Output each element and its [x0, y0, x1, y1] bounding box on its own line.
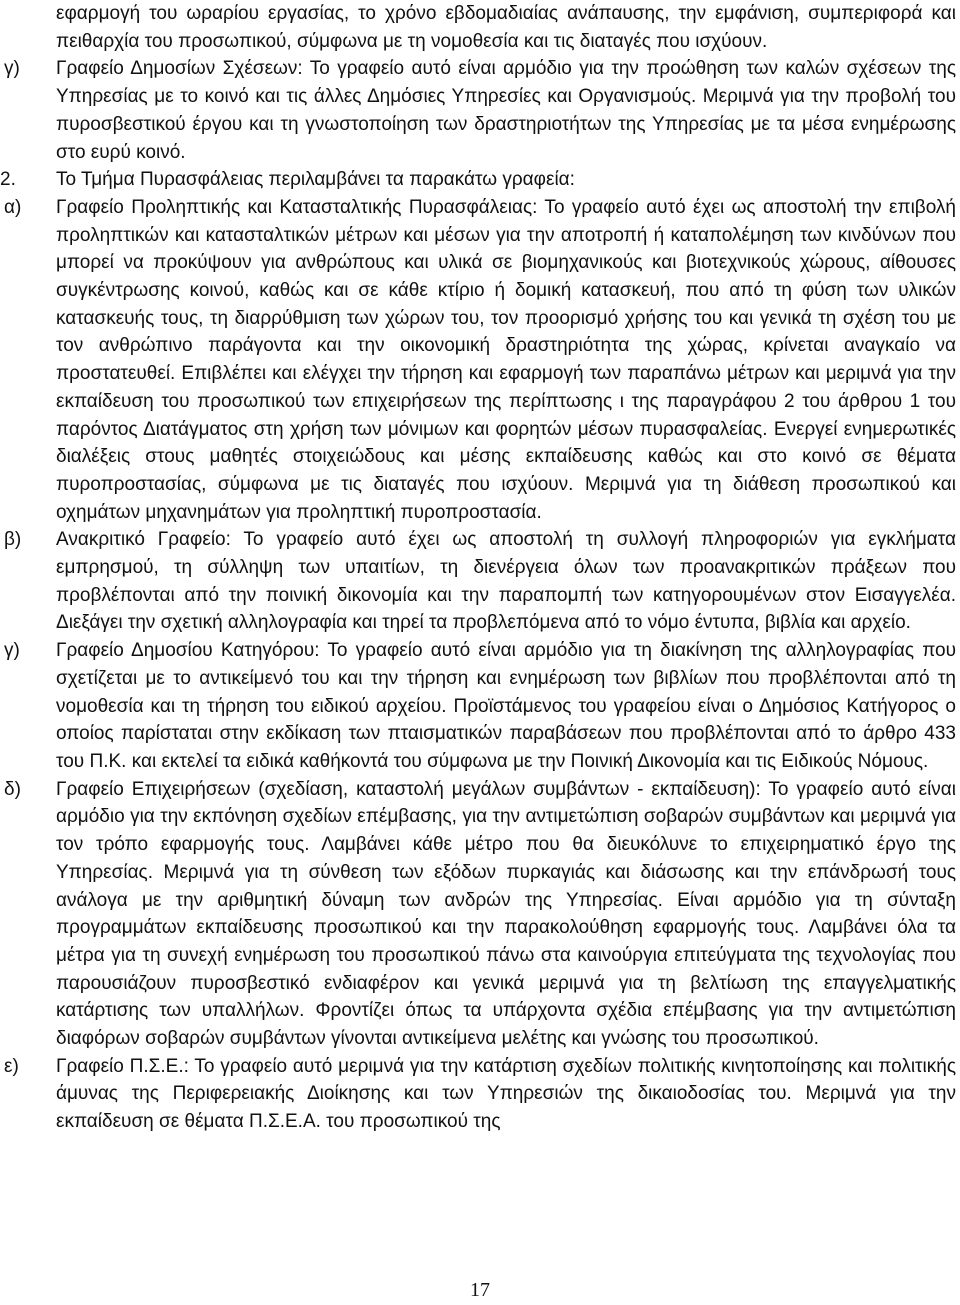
list-item-text: Γραφείο Δημοσίου Κατηγόρου: Το γραφείο αυτό είναι αρμόδιο για τη διακίνηση της αλληλογραφίας που σχετίζεται με το αντικείμενό του και την τήρηση και ενημέρωση των βιβλίων που προβλέπονται από τη νομοθεσία και τη τήρηση του ειδικού αρχείου. Προϊστάμενος του γραφείου είναι ο Δημόσιος Κατήγορος ο οποίος παρίσταται στην εκδίκαση των πταισματικών παραβάσεων που προβλέπονται από το άρθρο 433 του Π.Κ. και εκτελεί τα ειδικά καθήκοντά του σύμφωνα με την Ποινική Δικονομία και τις Ειδικούς Νόμους. — [56, 640, 956, 772]
list-item: ε) Γραφείο Π.Σ.Ε.: Το γραφείο αυτό μεριμνά για την κατάρτιση σχεδίων πολιτικής κινητοποίησης και πολιτικής άμυνας της Περιφερειακής Διοίκησης και των Υπηρεσιών της δικαιοδοσίας του. Μεριμνά για την εκπαίδευση σε θέματα Π.Σ.Ε.Α. του προσωπικού της — [56, 1053, 956, 1136]
list-item-text: Γραφείο Επιχειρήσεων (σχεδίαση, καταστολή μεγάλων συμβάντων - εκπαίδευση): Το γραφείο αυτό είναι αρμόδιο για την εκπόνηση σχεδίων επέμβασης, για την αντιμετώπιση σοβαρών συμβάντων και μεριμνά για τον τρόπο εφαρμογής τους. Λαμβάνει κάθε μέτρο που θα διευκόλυνε το επιχειρηματικό έργο της Υπηρεσίας. Μεριμνά για τη σύνθεση των εξόδων πυρκαγιάς και διάσωσης και την επάνδρωσή τους ανάλογα με την αριθμητική δύναμη των ανδρών της Υπηρεσίας. Είναι αρμόδιο για τη σύνταξη προγραμμάτων εκπαίδευσης προσωπικού και την παρακολούθηση εφαρμογής τους. Λαμβάνει όλα τα μέτρα για τη συνεχή ενημέρωση του προσωπικού πάνω στα καινούργια επιτεύγματα της τεχνολογίας που παρουσιάζουν πυροσβεστικό ενδιαφέρον και γενικά μεριμνά για τη βελτίωση της επαγγελματικής κατάρτισης των υπαλλήλων. Φροντίζει όπως τα υπάρχοντα σχέδια επέμβασης για την αντιμετώπιση διαφόρων σοβαρών συμβάντων γίνονται αντικείμενα μελέτης και γνώσης του προσωπικού. — [56, 778, 956, 1050]
list-item: γ) Γραφείο Δημοσίου Κατηγόρου: Το γραφείο αυτό είναι αρμόδιο για τη διακίνηση της αλληλογραφίας που σχετίζεται με το αντικείμενό του και την τήρηση και ενημέρωση των βιβλίων που προβλέπονται από τη νομοθεσία και τη τήρηση του ειδικού αρχείου. Προϊστάμενος του γραφείου είναι ο Δημόσιος Κατήγορος ο οποίος παρίσταται στην εκδίκαση των πταισματικών παραβάσεων που προβλέπονται από το άρθρο 433 του Π.Κ. και εκτελεί τα ειδικά καθήκοντά του σύμφωνα με την Ποινική Δικονομία και τις Ειδικούς Νόμους. — [56, 637, 956, 776]
section-heading-text: Το Τμήμα Πυρασφάλειας περιλαμβάνει τα παρακάτω γραφεία: — [56, 169, 575, 191]
list-item-text: Ανακριτικό Γραφείο: Το γραφείο αυτό έχει ως αποστολή τη συλλογή πληροφοριών για εγκλήματα εμπρησμού, τη σύλληψη των υπαιτίων, τη διενέργεια όλων των προανακριτικών πράξεων που προβλέπονται από την ποινική δικονομία και την παραπομπή των κατηγορουμένων στον Εισαγγελέα. Διεξάγει την σχετική αλληλογραφία και τηρεί τα προβλεπόμενα από το νόμο έντυπα, βιβλία και αρχείο. — [56, 529, 956, 634]
list-item-text: Γραφείο Προληπτικής και Κατασταλτικής Πυρασφάλειας: Το γραφείο αυτό έχει ως αποστολή την επιβολή προληπτικών και κατασταλτικών μέτρων και μέσων για την αποτροπή ή καταπολέμηση των κινδύνων που μπορεί να προκύψουν για ανθρώπους και υλικά σε βιομηχανικούς και βιοτεχνικούς χώρους, αίθουσες συγκέντρωσης κοινού, καθώς και σε κάθε κτίριο ή δομική κατασκευή, που από τη φύση των υλικών κατασκευής τους, τη διαρρύθμιση των χώρων του, τον προορισμό χρήσης του και γενικά τη σχέση του με τον ανθρώπινο παράγοντα και την οικονομική δραστηριότητα της χώρας, κρίνεται αναγκαίο να προστατευθεί. Επιβλέπει και ελέγχει την τήρηση και εφαρμογή των παραπάνω μέτρων και μεριμνά για την εκπαίδευση του προσωπικού των επιχειρήσεων της περίπτωσης ι της παραγράφου 2 του άρθρου 1 του παρόντος Διατάγματος στη χρήση των μόνιμων και φορητών μέσων πυρασφαλείας. Ενεργεί ενημερωτικές διαλέξεις στους μαθητές στοιχειώδους και μέσης εκπαίδευσης καθώς και στο κοινό σε θέματα πυροπροστασίας, σύμφωνα με τις διαταγές που ισχύουν. Μεριμνά για τη διάθεση προσωπικού και οχημάτων μηχανημάτων για προληπτική πυροπροστασία. — [56, 196, 956, 523]
section-heading — [0, 166, 956, 194]
list-item: β) Ανακριτικό Γραφείο: Το γραφείο αυτό έχει ως αποστολή τη συλλογή πληροφοριών για εγκλήματα εμπρησμού, τη σύλληψη των υπαιτίων, τη διενέργεια όλων των προανακριτικών πράξεων που προβλέπονται από την ποινική δικονομία και την παραπομπή των κατηγορουμένων στον Εισαγγελέα. Διεξάγει την σχετική αλληλογραφία και τηρεί τα προβλεπόμενα από το νόμο έντυπα, βιβλία και αρχείο. — [56, 526, 956, 637]
intro-continuation: εφαρμογή του ωραρίου εργασίας, το χρόνο εβδομαδιαίας ανάπαυσης, την εμφάνιση, συμπεριφορά και πειθαρχία του προσωπικού, σύμφωνα με τη νομοθεσία και τις διαταγές που ισχύουν. — [56, 3, 956, 52]
list-item-text: Γραφείο Δημοσίων Σχέσεων: Το γραφείο αυτό είναι αρμόδιο για την προώθηση των καλών σχέσεων της Υπηρεσίας με το κοινό και τις άλλες Δημόσιες Υπηρεσίες και Οργανισμούς. Μεριμνά για την προβολή του πυροσβεστικού έργου και τη γνωστοποίηση των δραστηριοτήτων της Υπηρεσίας με τα μέσα ενημέρωσης στο ευρύ κοινό. — [56, 58, 956, 163]
list-item-public-relations: γ) Γραφείο Δημοσίων Σχέσεων: Το γραφείο αυτό είναι αρμόδιο για την προώθηση των καλών σχέσεων της Υπηρεσίας με το κοινό και τις άλλες Δημόσιες Υπηρεσίες και Οργανισμούς. Μεριμνά για την προβολή του πυροσβεστικού έργου και τη γνωστοποίηση των δραστηριοτήτων της Υπηρεσίας με τα μέσα ενημέρωσης στο ευρύ κοινό. — [56, 55, 956, 166]
list-item-text: Γραφείο Π.Σ.Ε.: Το γραφείο αυτό μεριμνά για την κατάρτιση σχεδίων πολιτικής κινητοποίησης και πολιτικής άμυνας της Περιφερειακής Διοίκησης και των Υπηρεσιών της δικαιοδοσίας του. Μεριμνά για την εκπαίδευση σε θέματα Π.Σ.Ε.Α. του προσωπικού της — [56, 1055, 956, 1133]
section-number: 2. — [0, 169, 16, 191]
page-number: 17 — [470, 1279, 490, 1301]
list-item: α) Γραφείο Προληπτικής και Κατασταλτικής Πυρασφάλειας: Το γραφείο αυτό έχει ως αποστολή την επιβολή προληπτικών και κατασταλτικών μέτρων και μέσων για την αποτροπή ή καταπολέμηση των κινδύνων που μπορεί να προκύψουν για ανθρώπους και υλικά σε βιομηχανικούς και βιοτεχνικούς χώρους, αίθουσες συγκέντρωσης κοινού, καθώς και σε κάθε κτίριο ή δομική κατασκευή, που από τη φύση των υλικών κατασκευής τους, τη διαρρύθμιση των χώρων του, τον προορισμό χρήσης του και γενικά τη σχέση του με τον ανθρώπινο παράγοντα και την οικονομική δραστηριότητα της χώρας, κρίνεται αναγκαίο να προστατευθεί. Επιβλέπει και ελέγχει την τήρηση και εφαρμογή των παραπάνω μέτρων και μεριμνά για την εκπαίδευση του προσωπικού των επιχειρήσεων της περίπτωσης ι της παραγράφου 2 του άρθρου 1 του παρόντος Διατάγματος στη χρήση των μόνιμων και φορητών μέσων πυρασφαλείας. Ενεργεί ενημερωτικές διαλέξεις στους μαθητές στοιχειώδους και μέσης εκπαίδευσης καθώς και στο κοινό σε θέματα πυροπροστασίας, σύμφωνα με τις διαταγές που ισχύουν. Μεριμνά για τη διάθεση προσωπικού και οχημάτων μηχανημάτων για προληπτική πυροπροστασία. — [56, 194, 956, 526]
list-item: δ) Γραφείο Επιχειρήσεων (σχεδίαση, καταστολή μεγάλων συμβάντων - εκπαίδευση): Το γραφείο αυτό είναι αρμόδιο για την εκπόνηση σχεδίων επέμβασης, για την αντιμετώπιση σοβαρών συμβάντων και μεριμνά για τον τρόπο εφαρμογής τους. Λαμβάνει κάθε μέτρο που θα διευκόλυνε το επιχειρηματικό έργο της Υπηρεσίας. Μεριμνά για τη σύνθεση των εξόδων πυρκαγιάς και διάσωσης και την επάνδρωσή τους ανάλογα με την αριθμητική δύναμη των ανδρών της Υπηρεσίας. Είναι αρμόδιο για τη σύνταξη προγραμμάτων εκπαίδευσης προσωπικού και την παρακολούθηση εφαρμογής τους. Λαμβάνει όλα τα μέτρα για τη συνεχή ενημέρωση του προσωπικού πάνω στα καινούργια επιτεύγματα της τεχνολογίας που παρουσιάζουν πυροσβεστικό ενδιαφέρον και γενικά μεριμνά για τη βελτίωση της επαγγελματικής κατάρτισης των υπαλλήλων. Φροντίζει όπως τα υπάρχοντα σχέδια επέμβασης για την αντιμετώπιση διαφόρων σοβαρών συμβάντων γίνονται αντικείμενα μελέτης και γνώσης του προσωπικού. — [56, 776, 956, 1053]
